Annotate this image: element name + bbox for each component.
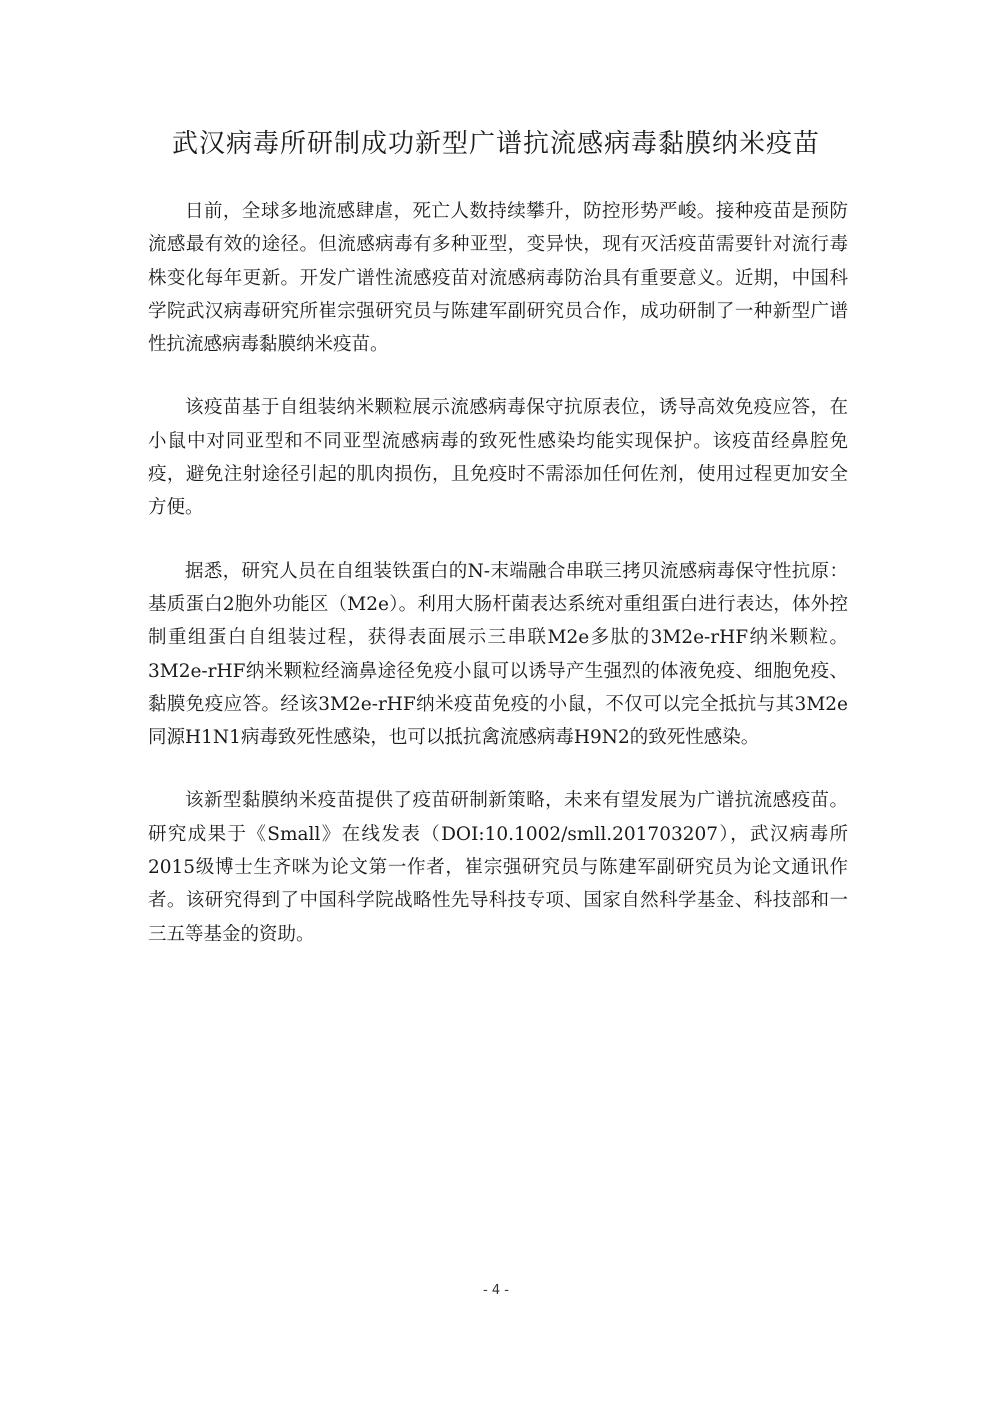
article-body	[148, 195, 848, 981]
page-number: - 4 -	[483, 1283, 509, 1298]
paragraph-publication: 该新型黏膜纳米疫苗提供了疫苗研制新策略，未来有望发展为广谱抗流感疫苗。研究成果于《Small》在线发表（DOI:10.1002/smll.201703207），武汉病毒所2015级博士生齐咪为论文第一作者，崔宗强研究员与陈建军副研究员为论文通讯作者。该研究得到了中国科学院战略性先导科技专项、国家自然科学基金、科技部和一三五等基金的资助。	[148, 790, 848, 945]
paragraph-vaccine-description: 该疫苗基于自组装纳米颗粒展示流感病毒保守抗原表位，诱导高效免疫应答，在小鼠中对同亚型和不同亚型流感病毒的致死性感染均能实现保护。该疫苗经鼻腔免疫，避免注射途径引起的肌肉损伤，且免疫时不需添加任何佐剂，使用过程更加安全方便。	[148, 397, 848, 519]
paragraph-intro: 日前，全球多地流感肆虐，死亡人数持续攀升，防控形势严峻。接种疫苗是预防流感最有效的途径。但流感病毒有多种亚型，变异快，现有灭活疫苗需要针对流行毒株变化每年更新。开发广谱性流感疫苗对流感病毒防治具有重要意义。近期，中国科学院武汉病毒研究所崔宗强研究员与陈建军副研究员合作，成功研制了一种新型广谱性抗流感病毒黏膜纳米疫苗。	[148, 201, 848, 356]
paragraph-method: 据悉，研究人员在自组装铁蛋白的N-末端融合串联三拷贝流感病毒保守性抗原：基质蛋白2胞外功能区（M2e）。利用大肠杆菌表达系统对重组蛋白进行表达，体外控制重组蛋白自组装过程，获得表面展示三串联M2e多肽的3M2e-rHF纳米颗粒。3M2e-rHF纳米颗粒经滴鼻途径免疫小鼠可以诱导产生强烈的体液免疫、细胞免疫、黏膜免疫应答。经该3M2e-rHF纳米疫苗免疫的小鼠，不仅可以完全抵抗与其3M2e同源H1N1病毒致死性感染，也可以抵抗禽流感病毒H9N2的致死性感染。	[148, 560, 848, 749]
article-title: 武汉病毒所研制成功新型广谱抗流感病毒黏膜纳米疫苗	[171, 129, 820, 159]
